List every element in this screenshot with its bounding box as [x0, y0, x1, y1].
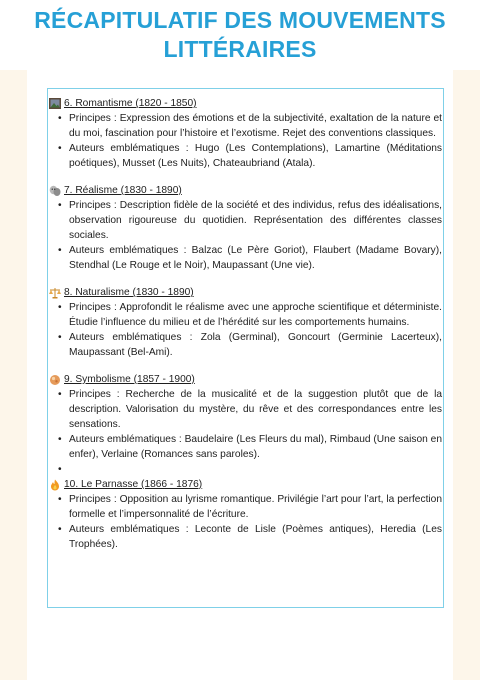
principles-item: • Principes : Recherche de la musicalité et de la suggestion plutôt que de la description. Valorisation du mystère, du rêve et des correspondances entre les sensations. [69, 387, 442, 432]
movements-list [49, 96, 442, 564]
authors-item: • Auteurs emblématiques : Hugo (Les Contemplations), Lamartine (Méditations poétiques), Musset (Les Nuits), Chateaubriand (Atala). [69, 141, 442, 171]
masks-icon [49, 185, 61, 197]
authors-item: • Auteurs emblématiques : Balzac (Le Père Goriot), Flaubert (Madame Bovary), Stendhal (Le Rouge et le Noir), Maupassant (Une vie). [69, 243, 442, 273]
flame-icon [49, 479, 61, 491]
section-romantisme [49, 96, 442, 171]
page-title-line-2: LITTÉRAIRES [163, 36, 317, 62]
principles-item: • Principes : Expression des émotions et de la subjectivité, exaltation de la nature et du moi, fascination pour l’histoire et l’exotisme. Rejet des conventions classiques. [69, 111, 442, 141]
section-symbolisme [49, 372, 442, 477]
principles-item: • Principes : Opposition au lyrisme romantique. Privilégie l’art pour l’art, la perfection formelle et l’impersonnalité de l’écriture. [69, 492, 442, 522]
section-heading: 6. Romantisme (1820 - 1850) [64, 98, 197, 109]
empty-list-item [69, 462, 442, 477]
section-heading: 8. Naturalisme (1830 - 1890) [64, 287, 194, 298]
section-heading: 7. Réalisme (1830 - 1890) [64, 185, 182, 196]
principles-item: • Principes : Description fidèle de la société et des individus, refus des idéalisations, observation rigoureuse du quotidien. Représentation des différentes classes sociales. [69, 198, 442, 243]
authors-item: • Auteurs emblématiques : Zola (Germinal), Goncourt (Germinie Lacerteux), Maupassant (Bel-Ami). [69, 330, 442, 360]
section-heading: 9. Symbolisme (1857 - 1900) [64, 374, 195, 385]
authors-item: • Auteurs emblématiques : Leconte de Lisle (Poèmes antiques), Heredia (Les Trophées). [69, 522, 442, 552]
page-title [0, 6, 480, 64]
crystal-icon [49, 374, 61, 386]
section-realisme [49, 183, 442, 273]
page-title-line-1: RÉCAPITULATIF DES MOUVEMENTS [34, 7, 446, 33]
scales-icon [49, 287, 61, 299]
section-naturalisme [49, 285, 442, 360]
painting-icon [49, 98, 61, 110]
authors-item: • Auteurs emblématiques : Baudelaire (Les Fleurs du mal), Rimbaud (Une saison en enfer), Verlaine (Romances sans paroles). [69, 432, 442, 462]
section-heading: 10. Le Parnasse (1866 - 1876) [64, 479, 203, 490]
section-parnasse [49, 477, 442, 552]
principles-item: • Principes : Approfondit le réalisme avec une approche scientifique et déterministe. Étudie l’influence du milieu et de l’hérédité sur les comportements humains. [69, 300, 442, 330]
